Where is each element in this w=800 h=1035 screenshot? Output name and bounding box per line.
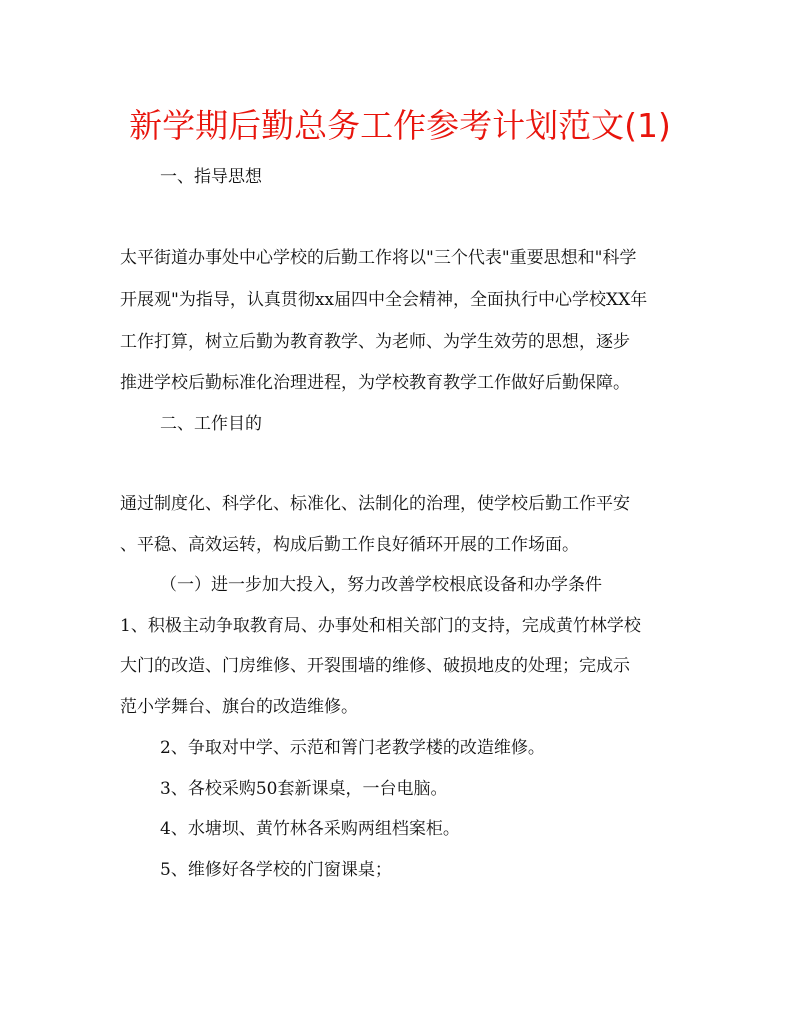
subsection-heading: （一）进一步加大投入，努力改善学校根底设备和办学条件 <box>160 575 602 595</box>
list-item: 2、争取对中学、示范和箐门老教学楼的改造维修。 <box>160 738 545 758</box>
paragraph-line: 工作打算，树立后勤为教育教学、为老师、为学生效劳的思想，逐步 <box>120 332 630 352</box>
list-item: 3、各校采购50套新课桌，一台电脑。 <box>160 779 448 799</box>
list-item-continuation: 范小学舞台、旗台的改造维修。 <box>120 697 358 717</box>
list-item-continuation: 大门的改造、门房维修、开裂围墙的维修、破损地皮的处理；完成示 <box>120 656 630 676</box>
paragraph-line: 太平街道办事处中心学校的后勤工作将以"三个代表"重要思想和"科学 <box>120 248 637 268</box>
paragraph-line: 、平稳、高效运转，构成后勤工作良好循环开展的工作场面。 <box>120 535 579 555</box>
section-heading-work-goals: 二、工作目的 <box>160 414 262 434</box>
paragraph-line: 推进学校后勤标准化治理进程，为学校教育教学工作做好后勤保障。 <box>120 373 630 393</box>
document-title: 新学期后勤总务工作参考计划范文(1) <box>129 106 671 145</box>
list-item: 5、维修好各学校的门窗课桌； <box>160 860 392 880</box>
paragraph-line: 通过制度化、科学化、标准化、法制化的治理，使学校后勤工作平安 <box>120 494 630 514</box>
list-item: 1、积极主动争取教育局、办事处和相关部门的支持，完成黄竹林学校 <box>120 616 641 636</box>
section-heading-guiding-ideology: 一、指导思想 <box>160 167 262 187</box>
list-item: 4、水塘坝、黄竹林各采购两组档案柜。 <box>160 819 460 839</box>
paragraph-line: 开展观"为指导，认真贯彻xx届四中全会精神，全面执行中心学校XX年 <box>120 290 648 310</box>
